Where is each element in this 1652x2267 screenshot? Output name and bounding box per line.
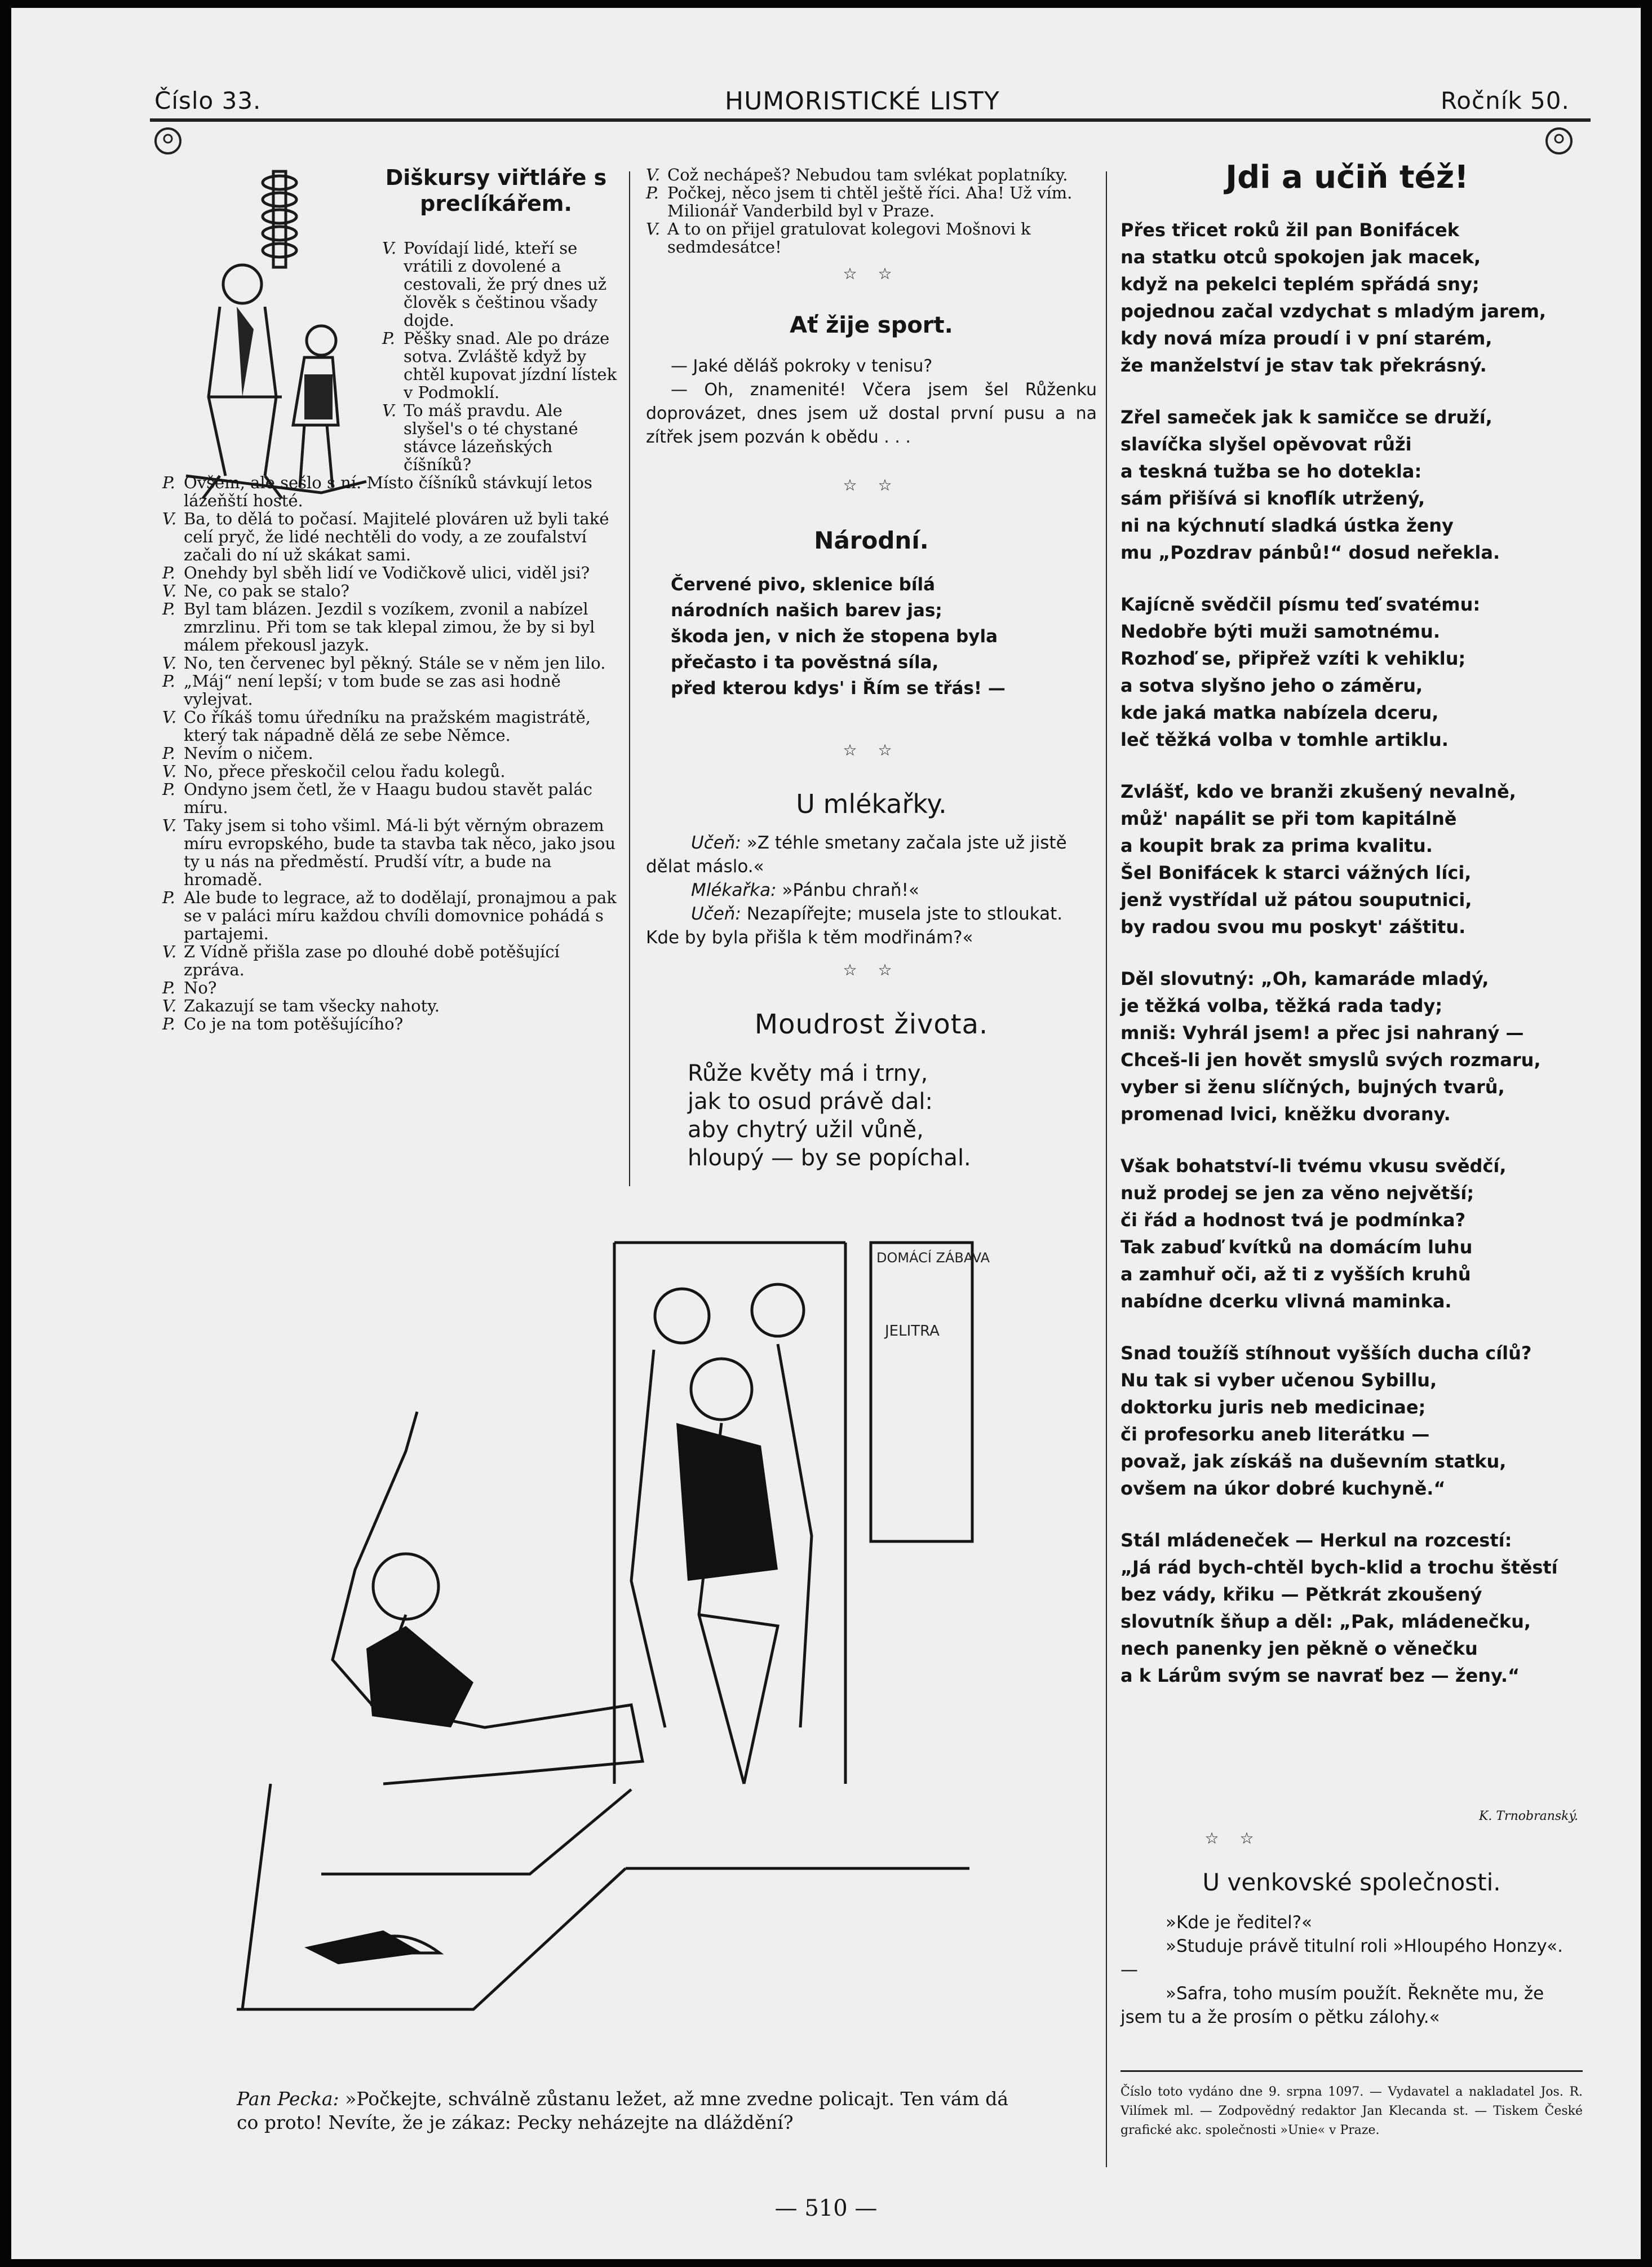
separator-stars-3: ☆ ☆ xyxy=(843,741,900,759)
speaker-mark: P. xyxy=(162,1014,175,1033)
dialog-line xyxy=(162,997,625,1015)
poem-line: „Já rád bych-chtěl bych-klid a trochu štěstí xyxy=(1120,1557,1558,1578)
speaker-mark: V. xyxy=(162,708,177,727)
venkov-line-2: »Studuje právě titulní roli »Hloupého Honzy«. — xyxy=(1120,1936,1563,1980)
dialog-line xyxy=(162,582,625,600)
poem-line: pojednou začal vzdychat s mladým jarem, xyxy=(1120,301,1546,322)
poem-line: Snad toužíš stíhnout vyšších ducha cílů? xyxy=(1120,1342,1532,1364)
poem-line: a sotva slyšno jeho o záměru, xyxy=(1120,675,1423,696)
poem-line: Šel Bonifácek k starci vážných líci, xyxy=(1120,862,1472,883)
poem-line: mu „Pozdrav pánbů!“ dosud neřekla. xyxy=(1120,542,1500,563)
poem-stanza xyxy=(1120,1340,1583,1502)
col3-title: Jdi a učiň též! xyxy=(1225,159,1469,196)
poem-line: bez vády, křiku — Pětkrát zkoušený xyxy=(1120,1584,1482,1605)
poem-line: kde jaká matka nabízela dceru, xyxy=(1120,702,1439,723)
poem-line: či profesorku aneb literátku — xyxy=(1120,1424,1430,1445)
dialog-line xyxy=(162,708,625,744)
speaker-mark: P. xyxy=(162,978,175,997)
dialog-text: A to on přijel gratulovat kolegovi Mošnovi k sedmdesátce! xyxy=(667,219,1031,257)
poem-line: by radou svou mu poskyt' záštitu. xyxy=(1120,916,1466,938)
dialog-line xyxy=(162,943,625,979)
poem-line: promenad lvici, kněžku dvorany. xyxy=(1120,1103,1451,1125)
speaker-mark: V. xyxy=(162,581,177,600)
col2-dialog xyxy=(646,166,1097,256)
poem-line: Tak zabuď kvítků na domácím luhu xyxy=(1120,1236,1473,1258)
poem-stanza xyxy=(1120,591,1583,753)
poem-line: a zamhuř oči, až ti z vyšších kruhů xyxy=(1120,1263,1471,1285)
dialog-text: Ale bude to legrace, až to dodělají, pronajmou a pak se v paláci míru každou chvíli domovnice pohádá s partajemi. xyxy=(184,888,617,943)
mlekarky-speaker-1: Učeň: xyxy=(691,833,741,853)
column-rule-1 xyxy=(629,171,630,1186)
poem-line: Zvlášť, kdo ve branži zkušený nevalně, xyxy=(1120,781,1516,802)
speaker-mark: V. xyxy=(646,219,661,238)
poem-line: sám přišívá si knoflík utržený, xyxy=(1120,488,1425,509)
poem-stanza xyxy=(1120,1152,1583,1315)
issue-number: Číslo 33. xyxy=(154,87,262,114)
speaker-mark: P. xyxy=(382,329,395,348)
col3-poem xyxy=(1120,216,1583,1714)
fallen-man-illustration xyxy=(237,1220,1093,2077)
poem-line: nabídne dcerku vlivná maminka. xyxy=(1120,1291,1452,1312)
poem-line: považ, jak získáš na duševním statku, xyxy=(1120,1451,1507,1472)
dialog-line xyxy=(162,780,625,816)
mlekarky-title: U mlékařky. xyxy=(796,789,947,819)
page-number: — 510 — xyxy=(774,2195,878,2221)
dialog-text: Nevím o ničem. xyxy=(184,744,313,763)
speaker-mark: P. xyxy=(162,473,175,492)
poem-line: Děl slovutný: „Oh, kamaráde mladý, xyxy=(1120,968,1489,989)
poem-line: Přes třicet roků žil pan Bonifácek xyxy=(1120,219,1459,241)
speaker-mark: P. xyxy=(162,780,175,799)
moudrost-line-1: Růže květy má i trny, xyxy=(688,1060,928,1086)
dialog-text: Taky jsem si toho všiml. Má-li být věrným obrazem míru evropského, bude ta stavba tak něco, jako jsou ty u nás na předměstí. Prudší vítr, a bude na hromadě. xyxy=(184,816,616,889)
dialog-line xyxy=(162,474,625,510)
dialog-line xyxy=(162,816,625,889)
page xyxy=(11,8,1641,2259)
poem-line: nech panenky jen pěkně o věnečku xyxy=(1120,1638,1478,1659)
illustration-caption xyxy=(237,2087,1031,2135)
caption-speaker: Pan Pecka: xyxy=(237,2088,339,2110)
speaker-mark: V. xyxy=(162,942,177,961)
poem-line: slovutník šňup a děl: „Pak, mládenečku, xyxy=(1120,1611,1531,1632)
poem-stanza xyxy=(1120,1527,1583,1689)
poem-line: ovšem na úkor dobré kuchyně.“ xyxy=(1120,1478,1446,1499)
moudrost-line-2: jak to osud právě dal: xyxy=(688,1089,933,1115)
moudrost-poem xyxy=(688,1059,1093,1172)
speaker-mark: V. xyxy=(162,996,177,1015)
poem-line: že manželství je stav tak překrásný. xyxy=(1120,355,1487,376)
poem-line: leč těžká volba v tomhle artiklu. xyxy=(1120,729,1449,750)
dialog-text: Ba, to dělá to počasí. Majitelé plováren už byli také celí pryč, že lidé nechtěli do vody, a ze zoufalství začali do ní už skákat sami. xyxy=(184,509,609,564)
poem-line: Nu tak si vyber učenou Sybillu, xyxy=(1120,1369,1437,1391)
dialog-line xyxy=(646,184,1097,220)
dialog-text: Ondyno jsem četl, že v Haagu budou stavět palác míru. xyxy=(184,780,592,817)
header-rule xyxy=(150,118,1591,122)
speaker-mark: P. xyxy=(162,599,175,618)
dialog-text: To máš pravdu. Ale slyšel's o té chystané stávce lázeňských číšníků? xyxy=(404,401,578,474)
poem-line: Chceš-li jen hovět smyslů svých rozmaru, xyxy=(1120,1049,1541,1071)
poem-signature: K. Trnobranský. xyxy=(1478,1809,1578,1823)
dialog-line xyxy=(382,329,625,401)
imprint: Číslo toto vydáno dne 9. srpna 1097. — Vydavatel a nakladatel Jos. R. Vilímek ml. — Zodpovědný redaktor Jan Klecanda st. — Tiskem České grafické akc. společnosti »Unie« v Praze. xyxy=(1120,2085,1583,2137)
poem-line: slavíčka slyšel opěvovat růži xyxy=(1120,434,1412,455)
speaker-mark: V. xyxy=(646,165,661,184)
dialog-line xyxy=(162,1015,625,1033)
poem-line: je těžká volba, těžká rada tady; xyxy=(1120,995,1443,1017)
poem-stanza xyxy=(1120,965,1583,1128)
dialog-line xyxy=(162,654,625,672)
speaker-mark: V. xyxy=(162,653,177,673)
col1-dialog xyxy=(162,239,625,1033)
dialog-text: Zakazují se tam všecky nahoty. xyxy=(184,996,440,1015)
dialog-text: No, přece přeskočil celou řadu kolegů. xyxy=(184,762,506,781)
narodni-line-5: před kterou kdys' i Řím se třás! — xyxy=(671,678,1006,699)
poem-line: Však bohatství-li tvému vkusu svědčí, xyxy=(1120,1155,1507,1177)
poem-line: Nedobře býti muži samotnému. xyxy=(1120,621,1440,642)
dialog-line xyxy=(162,979,625,997)
dialog-line xyxy=(162,762,625,780)
dialog-text: Pěšky snad. Ale po dráze sotva. Zvláště když by chtěl kupovat jízdní lístek v Podmoklí. xyxy=(404,329,617,402)
poem-line: ni na kýchnutí sladká ústka ženy xyxy=(1120,515,1454,536)
poem-stanza xyxy=(1120,404,1583,566)
dialog-text: Z Vídně přišla zase po dlouhé době potěšující zpráva. xyxy=(184,942,560,979)
moudrost-line-4: hloupý — by se popíchal. xyxy=(688,1145,971,1171)
poem-line: nuž prodej se jen za věno největší; xyxy=(1120,1182,1474,1204)
speaker-mark: V. xyxy=(382,238,397,258)
speaker-mark: V. xyxy=(162,816,177,835)
speaker-mark: V. xyxy=(382,401,397,420)
poem-line: a teskná tužba se ho dotekla: xyxy=(1120,461,1422,482)
moudrost-title: Moudrost života. xyxy=(754,1009,989,1040)
dialog-text: Co je na tom potěšujícího? xyxy=(184,1014,404,1033)
mlekarky-line-1: »Z téhle smetany začala jste už jistě dělat máslo.« xyxy=(646,833,1067,877)
mlekarky-line-3: Nezapířejte; musela jste to stloukat. Kde by byla přišla k těm modřinám?« xyxy=(646,904,1063,948)
dialog-text: Byl tam blázen. Jezdil s vozíkem, zvonil a nabízel zmrzlinu. Při tom se tak klepal zimou, že by si byl málem překousl jazyk. xyxy=(184,599,595,655)
dialog-text: Což nechápeš? Nebudou tam svlékat poplatníky. xyxy=(667,165,1068,184)
venkov-line-1: »Kde je ředitel?« xyxy=(1166,1912,1313,1933)
moudrost-line-3: aby chytrý užil vůně, xyxy=(688,1117,924,1143)
dialog-text: „Máj“ není lepší; v tom bude se zas asi hodně vylejvat. xyxy=(184,671,561,709)
poem-line: kdy nová míza proudí i v pní starém, xyxy=(1120,328,1492,349)
dialog-line xyxy=(162,564,625,582)
dialog-line xyxy=(162,744,625,762)
ornament-left-icon xyxy=(151,124,185,158)
poem-line: na statku otců spokojen jak macek, xyxy=(1120,246,1481,268)
poem-line: mniš: Vyhrál jsem! a přec jsi nahraný — xyxy=(1120,1022,1524,1044)
dialog-text: Onehdy byl sběh lidí ve Vodičkově ulici, viděl jsi? xyxy=(184,563,590,582)
narodni-line-2: národních našich barev jas; xyxy=(671,600,942,621)
narodni-poem xyxy=(671,572,1099,701)
dialog-line xyxy=(646,166,1097,184)
shop-sign-top: DOMÁCÍ ZÁBAVA xyxy=(876,1250,990,1266)
separator-stars-2: ☆ ☆ xyxy=(843,476,900,494)
poem-line: a koupit brak za prima kvalitu. xyxy=(1120,835,1433,856)
poem-line: můž' napálit se při tom kapitálně xyxy=(1120,808,1457,829)
poem-line: Zřel sameček jak k samičce se druží, xyxy=(1120,406,1492,428)
caption-text: »Počkejte, schválně zůstanu ležet, až mne zvedne policajt. Ten vám dá co proto! Nevíte, že je zákaz: Pecky neházejte na dláždění? xyxy=(237,2088,1009,2133)
imprint-rule xyxy=(1120,2070,1583,2072)
poem-line: jenž vystřídal už pátou souputnici, xyxy=(1120,889,1472,911)
speaker-mark: P. xyxy=(646,183,659,202)
dialog-line xyxy=(646,220,1097,256)
mlekarky-speaker-2: Mlékařka: xyxy=(691,880,777,900)
col1-title: Diškursy viřtláře s preclíkářem. xyxy=(385,165,607,216)
volume-number: Ročník 50. xyxy=(1441,87,1570,114)
dialog-text: No, ten červenec byl pěkný. Stále se v něm jen lilo. xyxy=(184,653,606,673)
mlekarky-speaker-3: Učeň: xyxy=(691,904,741,924)
column-rule-2 xyxy=(1106,171,1107,2167)
separator-stars-4: ☆ ☆ xyxy=(843,961,900,979)
sport-line-2: — Oh, znamenité! Včera jsem šel Růženku doprovázet, dnes jsem už dostal první pusu a na zítřek jsem pozván k obědu . . . xyxy=(646,380,1097,447)
speaker-mark: P. xyxy=(162,744,175,763)
venkov-line-3: »Safra, toho musím použít. Řekněte mu, že jsem tu a že prosím o pětku zálohy.« xyxy=(1120,1983,1544,2027)
dialog-text: Ovšem, ale sešlo s ní. Místo číšníků stávkují letos lázeňští hosté. xyxy=(184,473,592,510)
separator-stars: ☆ ☆ xyxy=(843,264,900,283)
poem-line: Rozhoď se, připřež vzíti k vehiklu; xyxy=(1120,648,1466,669)
speaker-mark: V. xyxy=(162,762,177,781)
sport-title: Ať žije sport. xyxy=(790,312,953,338)
separator-stars-5: ☆ ☆ xyxy=(1204,1829,1262,1848)
sport-line-1: — Jaké děláš pokroky v tenisu? xyxy=(671,356,933,376)
speaker-mark: P. xyxy=(162,563,175,582)
venkov-text xyxy=(1120,1911,1583,2029)
sport-text xyxy=(646,355,1097,449)
poem-line: vyber si ženu slíčných, bujných tvarů, xyxy=(1120,1076,1505,1098)
dialog-line xyxy=(382,401,625,474)
dialog-text: Povídají lidé, kteří se vrátili z dovolené a cestovali, že prý dnes už člověk s češtinou všady dojde. xyxy=(404,238,607,330)
narodni-line-3: škoda jen, v nich že stopena byla xyxy=(671,626,998,647)
narodni-line-4: přečasto i ta pověstná síla, xyxy=(671,652,939,673)
speaker-mark: V. xyxy=(162,509,177,528)
dialog-text: No? xyxy=(184,978,217,997)
poem-line: doktorku juris neb medicinae; xyxy=(1120,1397,1426,1418)
poem-stanza xyxy=(1120,778,1583,940)
dialog-line xyxy=(162,510,625,564)
poem-line: či řád a hodnost tvá je podmínka? xyxy=(1120,1209,1466,1231)
venkov-title: U venkovské společnosti. xyxy=(1202,1868,1501,1896)
poem-stanza xyxy=(1120,216,1583,379)
shop-sign-middle: JELITRA xyxy=(885,1323,940,1340)
journal-title: HUMORISTICKÉ LISTY xyxy=(725,87,1000,116)
mlekarky-line-2: »Pánbu chraň!« xyxy=(782,880,919,900)
dialog-line xyxy=(162,600,625,654)
poem-line: Kajícně svědčil písmu teď svatému: xyxy=(1120,594,1481,615)
poem-line: Stál mládeneček — Herkul na rozcestí: xyxy=(1120,1530,1512,1551)
dialog-text: Co říkáš tomu úředníku na pražském magistrátě, který tak nápadně dělá ze sebe Němce. xyxy=(184,708,591,745)
dialog-text: Počkej, něco jsem ti chtěl ještě říci. Aha! Už vím. Milionář Vanderbild byl v Praze. xyxy=(667,183,1073,220)
dialog-line xyxy=(162,672,625,708)
ornament-right-icon xyxy=(1542,124,1576,158)
dialog-text: Ne, co pak se stalo? xyxy=(184,581,349,600)
speaker-mark: P. xyxy=(162,888,175,907)
poem-line: když na pekelci teplém spřádá sny; xyxy=(1120,273,1480,295)
dialog-line xyxy=(162,889,625,943)
dialog-line xyxy=(382,239,625,329)
narodni-line-1: Červené pivo, sklenice bílá xyxy=(671,575,936,595)
narodni-title: Národní. xyxy=(814,527,929,554)
mlekarky-text xyxy=(646,831,1097,949)
speaker-mark: P. xyxy=(162,671,175,691)
poem-line: a k Lárům svým se navrať bez — ženy.“ xyxy=(1120,1665,1520,1686)
